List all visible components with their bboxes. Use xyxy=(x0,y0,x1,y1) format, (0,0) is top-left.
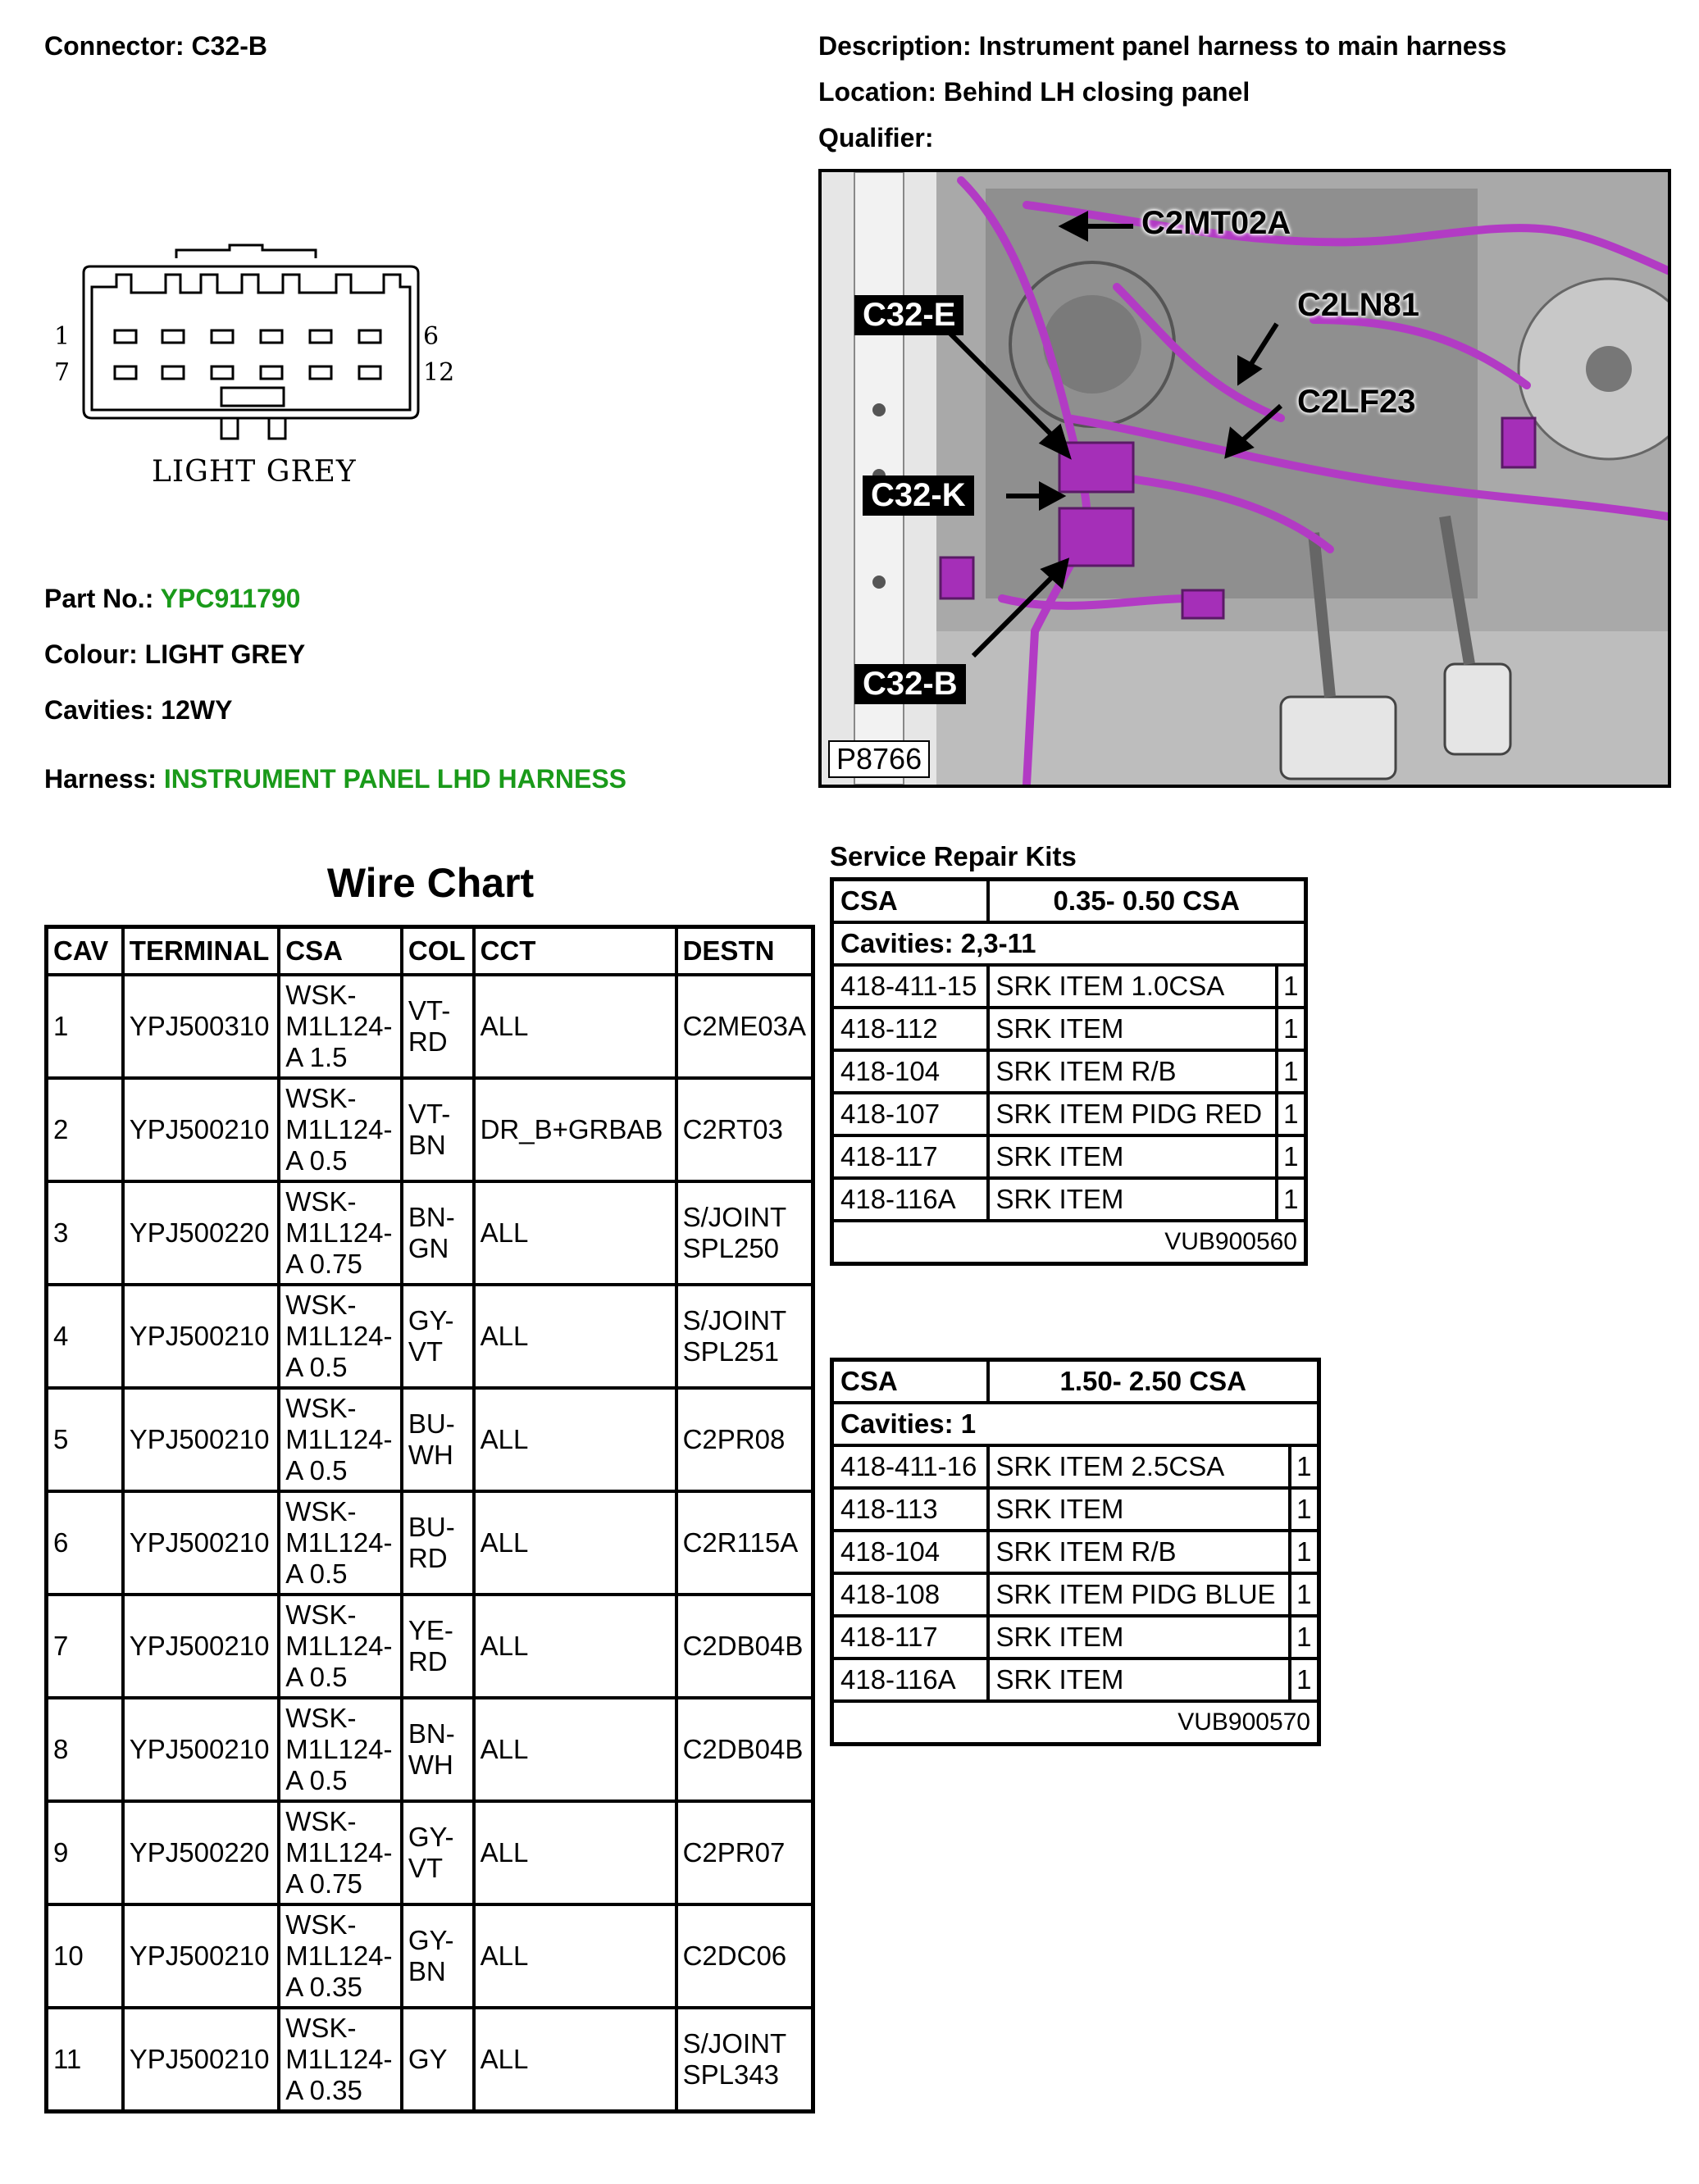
kit-item-desc: SRK ITEM 2.5CSA xyxy=(988,1445,1290,1488)
kit-item-desc: SRK ITEM xyxy=(988,1616,1290,1658)
cell-col xyxy=(402,1388,474,1491)
harness-link[interactable]: INSTRUMENT PANEL LHD HARNESS xyxy=(163,764,627,794)
header-csa: CSA xyxy=(279,927,402,976)
cell-col xyxy=(402,1801,474,1904)
col-line: RD xyxy=(408,1543,448,1573)
kit-item-part: 418-113 xyxy=(832,1488,988,1531)
wire-row xyxy=(47,1285,813,1388)
cell-cav: 9 xyxy=(47,1801,123,1904)
csa-line: WSK- xyxy=(285,1806,357,1836)
wire-row xyxy=(47,1078,813,1181)
location-value: Behind LH closing panel xyxy=(943,77,1250,107)
csa-line: A 0.5 xyxy=(285,1662,348,1692)
kit-item-part: 418-108 xyxy=(832,1573,988,1616)
csa-line: A 0.5 xyxy=(285,1352,348,1382)
col-line: WH xyxy=(408,1440,453,1470)
col-line: VT- xyxy=(408,1099,451,1129)
cell-col xyxy=(402,1285,474,1388)
cell-destn xyxy=(676,1801,813,1904)
cell-csa xyxy=(279,2008,402,2112)
col-line: GY xyxy=(408,2044,448,2074)
col-line: RD xyxy=(408,1646,448,1677)
kit-item-part: 418-117 xyxy=(832,1616,988,1658)
kit-item-desc: SRK ITEM PIDG BLUE xyxy=(988,1573,1290,1616)
kit-item-part: 418-411-16 xyxy=(832,1445,988,1488)
pin-label-12: 12 xyxy=(423,358,455,387)
cell-destn xyxy=(676,1181,813,1285)
kit-item-part: 418-104 xyxy=(832,1531,988,1573)
csa-line: WSK- xyxy=(285,2013,357,2043)
col-line: WH xyxy=(408,1749,453,1780)
callout-c2lf23: C2LF23 xyxy=(1297,384,1416,420)
cell-destn xyxy=(676,2008,813,2112)
cell-cct: ALL xyxy=(474,1491,676,1595)
kit-item-row xyxy=(832,1658,1319,1701)
callout-c32-b: C32-B xyxy=(854,664,966,704)
destn-line: S/JOINT xyxy=(682,1202,787,1232)
destn-line: C2DB04B xyxy=(682,1631,804,1661)
cell-terminal: YPJ500210 xyxy=(123,1595,280,1698)
kit-item-part: 418-116A xyxy=(832,1658,988,1701)
connector-heading xyxy=(44,31,267,61)
kit-cavities: Cavities: 2,3-11 xyxy=(832,922,1306,965)
csa-line: A 0.5 xyxy=(285,1558,348,1589)
kit-item-qty: 1 xyxy=(1290,1658,1319,1701)
cell-col xyxy=(402,1698,474,1801)
cell-cct: ALL xyxy=(474,975,676,1078)
cell-cct: ALL xyxy=(474,1801,676,1904)
cell-csa xyxy=(279,1698,402,1801)
kit-item-desc: SRK ITEM xyxy=(988,1488,1290,1531)
cell-cav: 7 xyxy=(47,1595,123,1698)
wire-chart-body xyxy=(47,975,813,2112)
repair-kit-table xyxy=(830,877,1308,1266)
connector-colour-caption: LIGHT GREY xyxy=(152,455,357,489)
kit-item-qty: 1 xyxy=(1290,1531,1319,1573)
connector-value: C32-B xyxy=(191,31,268,61)
wire-row xyxy=(47,1801,813,1904)
kit-item-row xyxy=(832,1616,1319,1658)
kit-item-part: 418-107 xyxy=(832,1093,988,1135)
header-col: COL xyxy=(402,927,474,976)
kit-item-qty: 1 xyxy=(1277,1178,1306,1221)
description-value: Instrument panel harness to main harness xyxy=(978,31,1507,61)
cell-col xyxy=(402,2008,474,2112)
wire-row xyxy=(47,1491,813,1595)
csa-line: M1L124- xyxy=(285,1527,393,1558)
csa-line: A 0.5 xyxy=(285,1145,348,1176)
kit-item-part: 418-116A xyxy=(832,1178,988,1221)
destn-line: C2PR08 xyxy=(682,1424,786,1454)
kit-number: VUB900560 xyxy=(832,1221,1306,1264)
kit-item-row xyxy=(832,1445,1319,1488)
cell-terminal: YPJ500210 xyxy=(123,1285,280,1388)
header-terminal: TERMINAL xyxy=(123,927,280,976)
kit-item-part: 418-104 xyxy=(832,1050,988,1093)
csa-line: M1L124- xyxy=(285,1424,393,1454)
kit-item-row xyxy=(832,1050,1306,1093)
cell-cav: 2 xyxy=(47,1078,123,1181)
csa-line: M1L124- xyxy=(285,1217,393,1248)
cell-destn xyxy=(676,1078,813,1181)
col-line: BN xyxy=(408,1130,446,1160)
cell-cct: ALL xyxy=(474,1388,676,1491)
cell-destn xyxy=(676,1388,813,1491)
kit-cavities: Cavities: 1 xyxy=(832,1403,1319,1445)
wire-row xyxy=(47,1595,813,1698)
cell-cct: ALL xyxy=(474,1181,676,1285)
cell-cct: ALL xyxy=(474,1698,676,1801)
colour-line xyxy=(44,639,305,670)
kit-number-row xyxy=(832,1221,1306,1264)
harness-line xyxy=(44,764,626,794)
qualifier-line xyxy=(818,123,933,153)
kit-item-row xyxy=(832,1531,1319,1573)
header-cav: CAV xyxy=(47,927,123,976)
cell-cav: 3 xyxy=(47,1181,123,1285)
colour-label: Colour: xyxy=(44,639,138,669)
cell-csa xyxy=(279,1181,402,1285)
callout-c2mt02a: C2MT02A xyxy=(1141,205,1291,241)
kit-item-qty: 1 xyxy=(1277,965,1306,1008)
kit-csa-range: 1.50- 2.50 CSA xyxy=(988,1360,1319,1404)
description-line xyxy=(818,31,1506,61)
col-line: GY- xyxy=(408,1925,454,1955)
col-line: BU- xyxy=(408,1408,455,1439)
kit-csa-label: CSA xyxy=(832,1360,988,1404)
cell-cct: ALL xyxy=(474,2008,676,2112)
kit-item-qty: 1 xyxy=(1277,1093,1306,1135)
col-line: GN xyxy=(408,1233,449,1263)
kit-item-qty: 1 xyxy=(1290,1488,1319,1531)
cell-cav: 8 xyxy=(47,1698,123,1801)
kit-csa-label: CSA xyxy=(832,880,988,923)
cell-csa xyxy=(279,1801,402,1904)
csa-line: A 0.5 xyxy=(285,1455,348,1486)
kit-item-qty: 1 xyxy=(1290,1616,1319,1658)
kit-item-desc: SRK ITEM xyxy=(988,1008,1277,1050)
cell-cav: 10 xyxy=(47,1904,123,2008)
kit-item-qty: 1 xyxy=(1290,1573,1319,1616)
cell-col xyxy=(402,1491,474,1595)
csa-line: WSK- xyxy=(285,1393,357,1423)
pin-label-6: 6 xyxy=(423,322,440,351)
kit-item-part: 418-411-15 xyxy=(832,965,988,1008)
kit-item-qty: 1 xyxy=(1290,1445,1319,1488)
col-line: YE- xyxy=(408,1615,453,1645)
destn-line: SPL250 xyxy=(682,1233,780,1263)
csa-line: M1L124- xyxy=(285,1734,393,1764)
cell-destn xyxy=(676,1595,813,1698)
cell-csa xyxy=(279,1388,402,1491)
destn-line: C2DB04B xyxy=(682,1734,804,1764)
kit-item-part: 418-112 xyxy=(832,1008,988,1050)
cell-csa xyxy=(279,1285,402,1388)
csa-line: WSK- xyxy=(285,980,357,1010)
part-number-line xyxy=(44,584,300,614)
repair-kit-table xyxy=(830,1358,1321,1746)
kit-item-row xyxy=(832,1178,1306,1221)
csa-line: A 0.35 xyxy=(285,2075,362,2105)
wire-row xyxy=(47,1698,813,1801)
kit-item-row xyxy=(832,1008,1306,1050)
kit-number: VUB900570 xyxy=(832,1701,1319,1745)
cell-cct: ALL xyxy=(474,1595,676,1698)
destn-line: C2DC06 xyxy=(682,1941,787,1971)
kit-item-qty: 1 xyxy=(1277,1135,1306,1178)
col-line: BU- xyxy=(408,1512,455,1542)
wire-row xyxy=(47,2008,813,2112)
header-cct: CCT xyxy=(474,927,676,976)
wire-chart-table xyxy=(44,925,815,2113)
wire-row xyxy=(47,1904,813,2008)
qualifier-label: Qualifier: xyxy=(818,123,934,152)
csa-line: M1L124- xyxy=(285,1114,393,1144)
cell-cav: 6 xyxy=(47,1491,123,1595)
kit-item-qty: 1 xyxy=(1277,1008,1306,1050)
kit-item-desc: SRK ITEM R/B xyxy=(988,1531,1290,1573)
cell-col xyxy=(402,1595,474,1698)
destn-line: C2RT03 xyxy=(682,1114,783,1144)
csa-line: WSK- xyxy=(285,1703,357,1733)
cell-terminal: YPJ500210 xyxy=(123,1491,280,1595)
wire-row xyxy=(47,975,813,1078)
kit-item-row xyxy=(832,1573,1319,1616)
description-label: Description: xyxy=(818,31,972,61)
destn-line: S/JOINT xyxy=(682,2028,787,2059)
cell-cct: ALL xyxy=(474,1904,676,2008)
connector-label: Connector: xyxy=(44,31,184,61)
service-repair-kits-title: Service Repair Kits xyxy=(830,841,1077,871)
csa-line: WSK- xyxy=(285,1186,357,1217)
kit-item-part: 418-117 xyxy=(832,1135,988,1178)
col-line: GY- xyxy=(408,1822,454,1852)
kit-item-desc: SRK ITEM xyxy=(988,1658,1290,1701)
cell-destn xyxy=(676,975,813,1078)
cell-col xyxy=(402,1181,474,1285)
destn-line: C2ME03A xyxy=(682,1011,806,1041)
harness-label: Harness: xyxy=(44,764,157,794)
kit-number-row xyxy=(832,1701,1319,1745)
kit-item-desc: SRK ITEM xyxy=(988,1178,1277,1221)
csa-line: WSK- xyxy=(285,1496,357,1527)
wire-row xyxy=(47,1388,813,1491)
destn-line: SPL343 xyxy=(682,2059,780,2090)
pin-label-1: 1 xyxy=(54,322,71,351)
csa-line: M1L124- xyxy=(285,1941,393,1971)
kit-csa-row xyxy=(832,880,1306,923)
cell-terminal: YPJ500210 xyxy=(123,1698,280,1801)
csa-line: A 0.35 xyxy=(285,1972,362,2002)
cell-terminal: YPJ500210 xyxy=(123,1388,280,1491)
destn-line: S/JOINT xyxy=(682,1305,787,1335)
photo-id: P8766 xyxy=(828,740,930,778)
cell-cct: ALL xyxy=(474,1285,676,1388)
csa-line: WSK- xyxy=(285,1290,357,1320)
cell-cav: 1 xyxy=(47,975,123,1078)
cell-terminal: YPJ500210 xyxy=(123,2008,280,2112)
cavities-value: 12WY xyxy=(161,695,233,725)
location-photo xyxy=(818,169,1671,788)
csa-line: M1L124- xyxy=(285,2044,393,2074)
colour-value: LIGHT GREY xyxy=(144,639,306,669)
col-line: VT- xyxy=(408,995,451,1026)
kit-item-qty: 1 xyxy=(1277,1050,1306,1093)
callout-c32-k: C32-K xyxy=(863,475,974,516)
wire-chart-header-row xyxy=(47,927,813,976)
destn-line: C2PR07 xyxy=(682,1837,786,1868)
cell-destn xyxy=(676,1904,813,2008)
col-line: GY- xyxy=(408,1305,454,1335)
cell-csa xyxy=(279,1491,402,1595)
col-line: BN- xyxy=(408,1202,455,1232)
cell-col xyxy=(402,1078,474,1181)
col-line: RD xyxy=(408,1026,448,1057)
kit-item-row xyxy=(832,1135,1306,1178)
kit-item-desc: SRK ITEM R/B xyxy=(988,1050,1277,1093)
col-line: VT xyxy=(408,1853,444,1883)
wire-row xyxy=(47,1181,813,1285)
cell-terminal: YPJ500220 xyxy=(123,1801,280,1904)
csa-line: A 0.5 xyxy=(285,1765,348,1795)
col-line: VT xyxy=(408,1336,444,1367)
cell-destn xyxy=(676,1491,813,1595)
destn-line: SPL251 xyxy=(682,1336,780,1367)
csa-line: WSK- xyxy=(285,1599,357,1630)
cell-destn xyxy=(676,1285,813,1388)
csa-line: M1L124- xyxy=(285,1837,393,1868)
csa-line: M1L124- xyxy=(285,1011,393,1041)
part-number-label: Part No.: xyxy=(44,584,154,613)
kit-item-row xyxy=(832,965,1306,1008)
cell-csa xyxy=(279,1078,402,1181)
kit-item-desc: SRK ITEM xyxy=(988,1135,1277,1178)
cell-csa xyxy=(279,1595,402,1698)
csa-line: WSK- xyxy=(285,1083,357,1113)
callout-c32-e: C32-E xyxy=(854,295,963,335)
callout-c2ln81: C2LN81 xyxy=(1297,287,1419,323)
cavities-label: Cavities: xyxy=(44,695,154,725)
col-line: BN xyxy=(408,1956,446,1986)
kit-item-desc: SRK ITEM 1.0CSA xyxy=(988,965,1277,1008)
csa-line: A 0.75 xyxy=(285,1868,362,1899)
cell-terminal: YPJ500220 xyxy=(123,1181,280,1285)
kit-csa-range: 0.35- 0.50 CSA xyxy=(988,880,1306,923)
cell-terminal: YPJ500210 xyxy=(123,1904,280,2008)
cell-destn xyxy=(676,1698,813,1801)
header-destn: DESTN xyxy=(676,927,813,976)
kit-cavities-row xyxy=(832,922,1306,965)
location-line xyxy=(818,77,1250,107)
pin-label-7: 7 xyxy=(54,358,71,387)
kit-csa-row xyxy=(832,1360,1319,1404)
csa-line: M1L124- xyxy=(285,1321,393,1351)
wire-chart-title: Wire Chart xyxy=(326,860,535,906)
cell-csa xyxy=(279,1904,402,2008)
cell-cav: 4 xyxy=(47,1285,123,1388)
cell-csa xyxy=(279,975,402,1078)
cell-cav: 5 xyxy=(47,1388,123,1491)
csa-line: A 0.75 xyxy=(285,1249,362,1279)
cavities-line xyxy=(44,695,232,726)
cell-terminal: YPJ500210 xyxy=(123,1078,280,1181)
destn-line: C2R115A xyxy=(682,1527,799,1558)
cell-terminal: YPJ500310 xyxy=(123,975,280,1078)
cell-col xyxy=(402,975,474,1078)
cell-col xyxy=(402,1904,474,2008)
kit-item-desc: SRK ITEM PIDG RED xyxy=(988,1093,1277,1135)
cell-cct: DR_B+GRBAB xyxy=(474,1078,676,1181)
kit-item-row xyxy=(832,1488,1319,1531)
kit-item-row xyxy=(832,1093,1306,1135)
col-line: BN- xyxy=(408,1718,455,1749)
part-number-link[interactable]: YPC911790 xyxy=(160,584,301,613)
csa-line: M1L124- xyxy=(285,1631,393,1661)
csa-line: WSK- xyxy=(285,1909,357,1940)
location-label: Location: xyxy=(818,77,936,107)
kit-cavities-row xyxy=(832,1403,1319,1445)
csa-line: A 1.5 xyxy=(285,1042,348,1072)
cell-cav: 11 xyxy=(47,2008,123,2112)
